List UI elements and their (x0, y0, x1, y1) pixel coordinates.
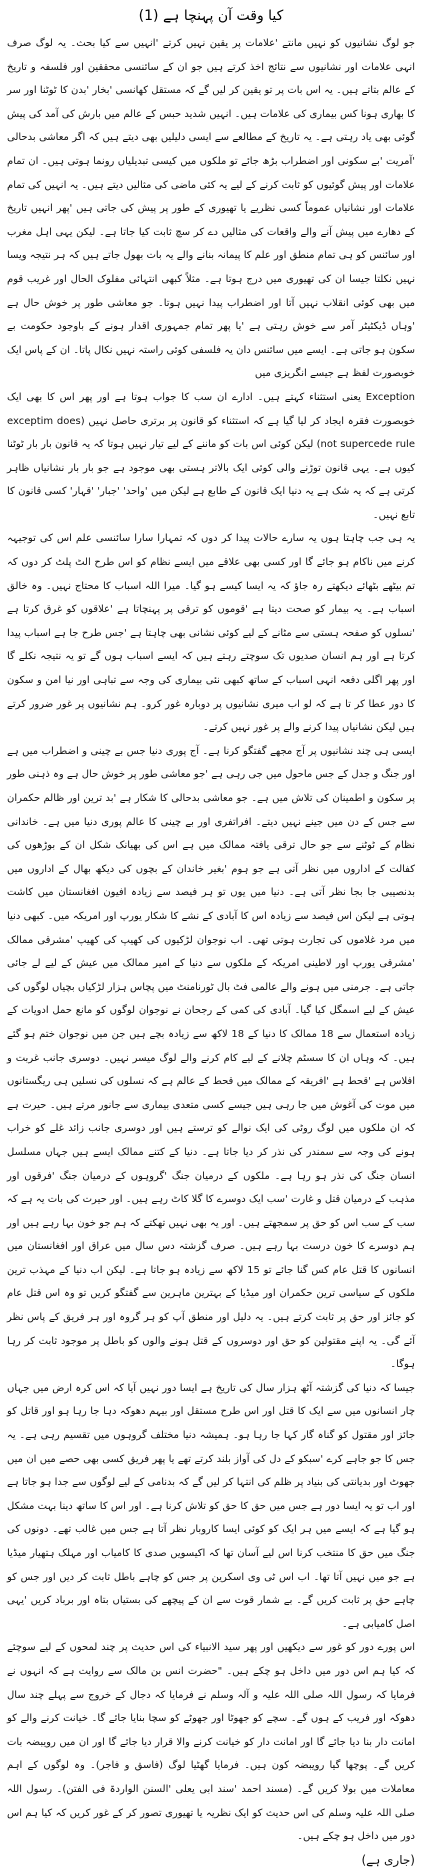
article-paragraph: Exception یعنی استثناء کہتے ہیں۔ ادارے ان سب کا جواب ہوتا ہے اور پھر اس کا بھی ایک خوبصورت فقرہ ایجاد کر لیا گیا ہے کہ استثناء کو قانون پر برتری حاصل نہیں (exceptim does not supercede rule) لیکن کوئی اس بات کو ماننے کے لیے تیار نہیں ہوتا کہ یہ قانون بار بار ٹوٹنا کیوں ہے۔ یہی قانون توڑنے والی کوئی ایک بالاتر ہستی بھی موجود ہے جو بار بار نشانیاں ظاہر کرتی ہے کہ یہ شک ہے یہ دنیا ایک قانون کے طابع ہے لیکن میں 'واحد' 'جبار' 'قہار' کسی قانون کا تابع نہیں۔ (7, 391, 415, 521)
article-paragraph: جیسا کہ دنیا کی گزشتہ آٹھ ہزار سال کی تاریخ ہے ایسا دور نہیں آیا کہ اس کرہ ارض میں جہاں چار انسانوں میں سے ایک کا قتل اور اس طرح مستقل اور بیہم دھوکہ دہا جا رہا ہو اور قاتل کو جائز اور مقتول کو گناہ گار کہا جا رہا ہو۔ ہمیشہ دنیا مختلف گروہوں میں تقسیم رہی ہے۔ یہ جس کا جو جاہے کرے 'سبکو کے دل کی آواز بلند کرتے تھے یا پھر فریق کسی بھی حصے میں ان میں جھوٹ اور بدیانتی کی بنیاد پر ظلم کی انتہا کر لیں گے کہ بدنامی کے لیے لوگوں سے جدا ہو جاتا ہے اور اب تو یہ ایسا دور ہے جس میں حق کا حق کو تلاش کرنا ہے۔ اور اس کا ساتھ دینا بہت مشکل ہو گیا ہے کہ ایسے میں ہر ایک کو کوئی ایسا کاروبار نظر آتا ہے جس میں غالب تھے۔ دونوں کی جنگ میں حق کا منتخب کرنا اس لیے آسان تھا کہ اکیسویں صدی کا کامیاب اور مہلک ہتھیار میڈیا ہے جو میں نہیں آتا تھا۔ اب اس ٹی وی اسکرین پر جس کو چاہے باطل ثابت کر دیں اور جس کو چاہے حق پر ثابت کریں گے۔ بے شمار قوت سے ان کے پیچھے کی بستیاں بتاہ اور برباد کریں 'یہی اصل کامیابی ہے۔ (7, 1382, 415, 1630)
article-body (7, 32, 415, 1849)
column-title: کیا وقت آن پہنچا ہے (1) (138, 8, 284, 24)
continued-note: (جاری ہے) (361, 1852, 415, 1867)
article-paragraph: یہ ہی جب چاہتا ہوں یہ سارے حالات پیدا کر دوں کہ تمہارا سارا سائنسی علم اس کی توجیہہ کرنے میں ناکام ہو جائے گا اور کسی بھی علاقے میں ایسے نظام کو اس طرح الٹ پلٹ کر دوں کہ تم بیٹھے بٹھائے دیکھتے رہ جاؤ کہ یہ ایسا کیسے ہو گیا۔ میرا اللہ اسباب کا محتاج نہیں۔ وہ خالق اسباب ہے۔ یہ بیمار کو صحت دیتا ہے 'قوموں کو ترقی پر پہنچاتا ہے 'علاقوں کو غرق کرتا ہے 'نسلوں کو صفحہ ہستی سے مٹانے کے لیے کوئی نشانی بھی چاہتا ہے 'جس طرح جا ہے اسباب پیدا کرتا ہے اور ہم انسان صدیوں تک سوچتے رہتے ہیں کہ ایسے اسباب ہوں گے تو یہ نتیجہ نکلے گا اور پھر اگلی دفعہ انہی اسباب کے ساتھ کبھی نئی بیماری کی وجہ سے تباہی اور نیا امن و سکون کا دور عطا کر تا ہے کہ لو اب میری نشانیوں پر دوبارہ غور کرو۔ ہم نشانیوں پر غور ضرور کرتے ہیں لیکن نشانیاں پیدا کرنے والے پر غور نہیں کرتے۔ (7, 533, 415, 734)
article-paragraph: ایسی ہی چند نشانیوں پر آج مجھے گفتگو کرنا ہے۔ آج پوری دنیا جس بے چینی و اضطراب میں ہے اور جنگ و جدل کے جس ماحول میں جی رہی ہے 'جو معاشی طور پر خوش حال ہے وہ ذہنی طور پر سکون و اطمینان کی تلاش میں ہے۔ جو معاشی بدحالی کا شکار ہے 'بد ترین اور ظالم حکمران سے جس کے دن میں جینے نہیں دیتے۔ افراتفری اور بے چینی کا عالم پوری دنیا میں ہے۔ خاندانی نظام کے ٹوٹنے سے جو حال ترقی یافتہ ممالک میں ہے اس کی بھیانک شکل ان کے بوڑھوں کی کفالت کے اداروں میں نظر آتی ہے جو ہوم 'بغیر خاندان کے بچوں کی دیکھ بھال کے اداروں میں بدنصیبی جا بجا نظر آتی ہے۔ دنیا میں یوں تو ہر فیصد سے زیادہ افیون افغانستان میں کاشت ہوتی ہے لیکن اس فیصد سے زیادہ اس کا آبادی کے نشے کا شکار یورپ اور امریکہ میں۔ کبھی دنیا میں مرد غلاموں کی تجارت ہوتی تھی۔ اب نوجوان لڑکیوں کی کھیپ کی کھیپ 'مشرقی ممالک 'مشرقی یورپ اور لاطینی امریکہ کے ملکوں سے دنیا کے امیر ممالک میں عیش کے لیے لے جائی جاتی ہے۔ جرمنی میں ہونے والے عالمی فٹ بال ٹورنامنٹ میں پچاس ہزار لڑکیاں بچیاں لوگوں کی عیش کے لیے اسمگل کیا گیا۔ آبادی کی کمی کے رجحان نے نوجوان لوگوں کو مانع حمل ادویات کے زیادہ استعمال سے 18 ممالک کا دنیا کے 18 لاکھ سے زیادہ بچے ہیں جن میں نوجوان ختم ہو گئے ہیں۔ کہ وہاں ان کا سسٹم چلانے کے لیے کام کرنے والے لوگ میسر نہیں۔ دوسری جانب غربت و افلاس ہے 'قحط ہے 'افریقہ کے ممالک میں قحط کے عالم ہے کہ نسلوں کی نسلیں ہی ریگستانوں میں موت کی آغوش میں جا رہی ہیں جیسے کسی متعدی بیماری سے جانور مرتے ہیں۔ حیرت ہے کہ ان ملکوں میں لوگ روٹی کی ایک نوالے کو ترستے ہیں اور دوسری جانب زائد غلے کو خراب ہونے کی وجہ سے سمندر کی نذر کر دیا جاتا ہے۔ دنیا کے کتنے ممالک ایسے ہیں جہاں مسلسل انسان جنگ کی نذر ہو رہا ہے۔ ملکوں کے درمیان جنگ 'گروہوں کے درمیان جنگ 'فرقوں اور مذہب کے درمیان قتل و غارت 'سب ایک دوسرے کا گلا کاٹ رہے ہیں۔ اور حیرت کی بات یہ ہے کہ سب کے سب اس کو حق پر سمجھتے ہیں۔ اور یہ بھی نہیں تھکتے کہ ہم جو خون بہا رہے ہیں اور ہم دوسرے کا خون درست بہا رہے ہیں۔ صرف گزشتہ دس سال میں عراق اور افغانستان میں انسانوں کا قتل عام کس گنا جائے تو 15 لاکھ سے زیادہ ہو جاتا ہے۔ لیکن اب دنیا کے مہذب ترین ملکوں کے سیاسی ترین حکمران اور میڈیا کے بہترین ماہرین سے گفتگو کریں تو وہ اس قتل عام کو جائز اور حق پر ثابت کرتے ہیں۔ یہ دلیل اور منطق آپ کو ہر گروہ اور ہر فریق کے پاس نظر آئے گی۔ یہ اپنے مقتولین کو حق اور دوسروں کے قتل ہونے والوں کو باطل پر موجود ثابت کر رہا ہوگا۔ (7, 745, 415, 1371)
article-paragraph: جو لوگ نشانیوں کو نہیں مانتے 'علامات پر یقین نہیں کرتے 'انہیں سے کیا بحث۔ یہ لوگ صرف انہی علامات اور نشانیوں سے نتائج اخذ کرتے ہیں جو ان کے سائنسی محققین اور فلسفہ و تاریخ کے عالم بتاتے ہیں۔ یہ اس بات پر تو یقین کر لیں گے کہ مستقل کھانسی 'بخار 'بدن کا ٹوٹنا اور سر کا بھاری ہونا کس بیماری کی علامات ہیں۔ انہیں شدید حبس کے عالم میں بارش کی آمد کی پیش گوئی بھی یاد رہتی ہے۔ یہ تاریخ کے مطالعے سے ایسی دلیلیں بھی دیتے ہیں کہ اگر معاشی بدحالی 'آمریت 'بے سکونی اور اضطراب بڑھ جائے تو ملکوں میں کیسی تبدیلیاں رونما ہوتی ہیں۔ ان تمام علامات اور پیش گوئیوں کو ثابت کرنے کے لیے یہ کئی ماضی کی مثالیں دیتے ہیں۔ یہ انہیں کی تمام علامات اور نشانیاں عموماً کسی نظریے یا تھیوری کے طور پر پیش کی جاتی ہیں 'پھر انہیں تاریخ کے دھارے میں پیش آنے والے واقعات کی مثالیں دے کر سچ ثابت کیا جاتا ہے۔ لیکن یہی اہل مغرب اور سائنس کو ہی تمام منطق اور علم کا پیمانہ بنانے والے یہ بات بھول جاتے ہیں کہ ہر نتیجہ ویسا نہیں نکلتا جیسا ان کی تھیوری میں درج ہوتا ہے۔ مثلاً کبھی انتہائی مفلوک الحال اور غریب قوم میں بھی کوئی انقلاب نہیں آتا اور اضطراب پیدا نہیں ہوتا۔ جو معاشی طور پر خوش حال ہے 'وہاں ڈیکٹیٹر آمر سے خوش رہتی ہے 'یا پھر تمام جمہوری اقدار ہونے کے باوجود حکومت بے سکون ہو جاتی ہے۔ ایسے میں سائنس دان یہ فلسفی کوئی راستہ نہیں نکال پاتا۔ ان کے پاس ایک خوبصورت لفظ ہے جیسے انگریزی میں (7, 38, 415, 380)
article-paragraph: اس پورے دور کو غور سے دیکھیں اور پھر سید الانبیاء کی اس حدیث پر چند لمحوں کے لیے سوچئے کہ کیا ہم اس دور میں داخل ہو چکے ہیں۔ "حضرت انس بن مالک سے روایت ہے کہ انہوں نے فرمایا کہ رسول اللہ صلی اللہ علیہ و آلہ وسلم نے فرمایا کہ دجال کے خروج سے پہلے چند سال دھوکہ اور فریب کے ہوں گے۔ سچے کو جھوٹا اور جھوٹے کو سچا بنایا جائے گا۔ خیانت کرنے والے کو امانت دار بنا دیا جائے گا اور امانت دار کو خیانت کرنے والا قرار دیا جائے گا اور ان میں رویبضہ بات کریں گے۔ پوچھا گیا رویبضہ کون ہیں۔ فرمایا گھٹیا لوگ (فاسق و فاجر)۔ وہ لوگوں کے اہم معاملات میں بولا کریں گے۔ (مسند احمد 'سند ابی یعلی 'السنن الواردۃ فی الفتن)۔ رسول اللہ صلی اللہ علیہ وسلم کی اس حدیث کو ایک نظریہ یا تھیوری تصور کر کے غور کریں کہ کیا ہم اس دور میں داخل ہو چکے ہیں۔ (7, 1642, 415, 1843)
